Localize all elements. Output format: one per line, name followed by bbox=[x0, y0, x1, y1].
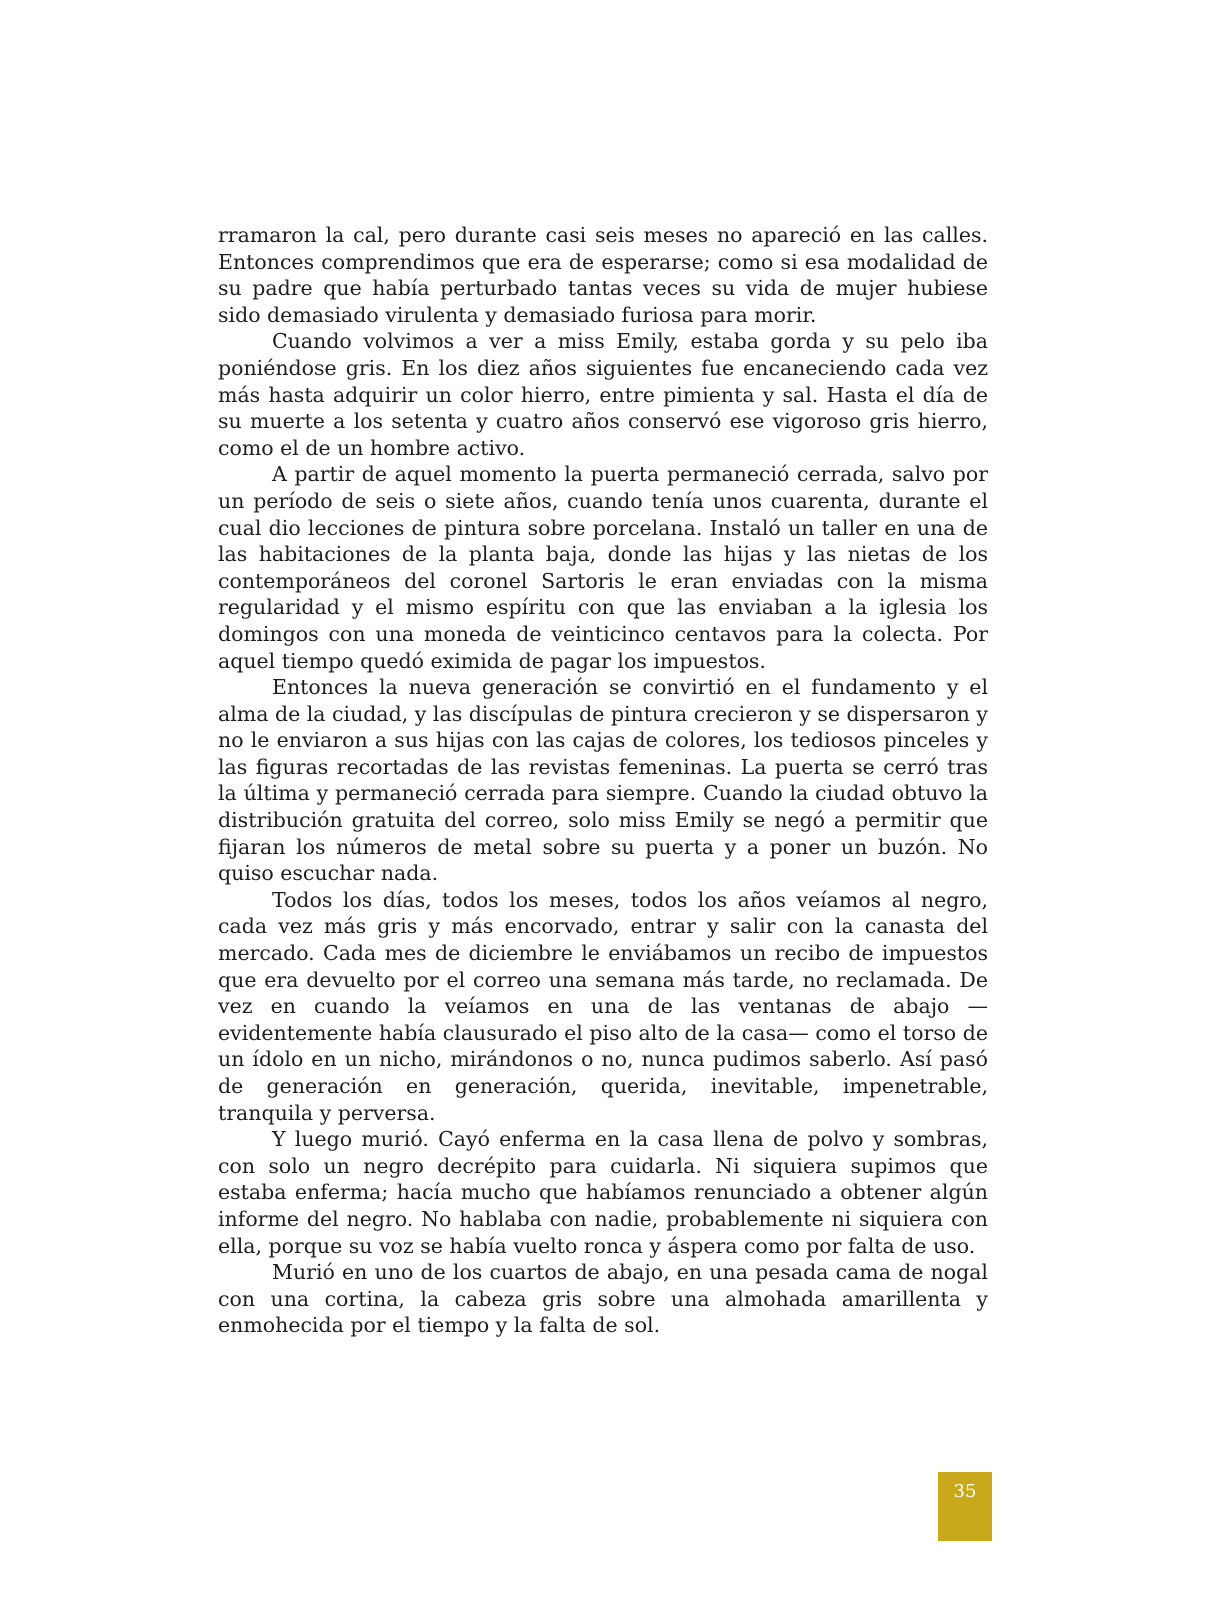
paragraph-1: rramaron la cal, pero durante casi seis meses no apareció en las calles. Entonces comprendimos que era de esperarse; como si esa modalidad de su padre que había perturbado tantas veces su vida de mujer hubiese sido demasiado virulenta y demasiado furiosa para morir. bbox=[218, 223, 988, 327]
paragraph-3: A partir de aquel momento la puerta permaneció cerrada, salvo por un período de seis o siete años, cuando tenía unos cuarenta, durante el cual dio lecciones de pintura sobre porcelana. Instaló un taller en una de las habitaciones de la planta baja, donde las hijas y las nietas de los contemporáneos del coronel Sartoris le eran enviadas con la misma regularidad y el mismo espíritu con que las enviaban a la iglesia los domingos con una moneda de veinticinco centavos para la colecta. Por aquel tiempo quedó eximida de pagar los impuestos. bbox=[218, 462, 988, 673]
paragraph-7: Murió en uno de los cuartos de abajo, en una pesada cama de nogal con una cortina, la cabeza gris sobre una almohada amarillenta y enmohecida por el tiempo y la falta de sol. bbox=[218, 1260, 988, 1338]
paragraph-5: Todos los días, todos los meses, todos los años veíamos al negro, cada vez más gris y más encorvado, entrar y salir con la canasta del mercado. Cada mes de diciembre le enviábamos un recibo de impuestos que era devuelto por el correo una semana más tarde, no reclamada. De vez en cuando la veíamos en una de las ventanas de abajo —evidentemente había clausurado el piso alto de la casa— como el torso de un ídolo en un nicho, mirándonos o no, nunca pudimos saberlo. Así pasó de generación en generación, querida, inevitable, impenetrable, tranquila y perversa. bbox=[218, 887, 988, 1125]
page-number: 35 bbox=[953, 1481, 977, 1502]
paragraph-4: Entonces la nueva generación se convirtió en el fundamento y el alma de la ciudad, y las discípulas de pintura crecieron y se dispersaron y no le enviaron a sus hijas con las cajas de colores, los tediosos pinceles y las figuras recortadas de las revistas femeninas. La puerta se cerró tras la última y permaneció cerrada para siempre. Cuando la ciudad obtuvo la distribución gratuita del correo, solo miss Emily se negó a permitir que fijaran los números de metal sobre su puerta y a poner un buzón. No quiso escuchar nada. bbox=[218, 675, 988, 886]
page-number-badge bbox=[938, 1472, 992, 1541]
paragraph-2: Cuando volvimos a ver a miss Emily, estaba gorda y su pelo iba poniéndose gris. En los diez años siguientes fue encaneciendo cada vez más hasta adquirir un color hierro, entre pimienta y sal. Hasta el día de su muerte a los setenta y cuatro años conservó ese vigoroso gris hierro, como el de un hombre activo. bbox=[218, 329, 988, 460]
body-text bbox=[218, 222, 988, 1339]
paragraph-6: Y luego murió. Cayó enferma en la casa llena de polvo y sombras, con solo un negro decrépito para cuidarla. Ni siquiera supimos que estaba enferma; hacía mucho que habíamos renunciado a obtener algún informe del negro. No hablaba con nadie, probablemente ni siquiera con ella, porque su voz se había vuelto ronca y áspera como por falta de uso. bbox=[218, 1127, 988, 1258]
